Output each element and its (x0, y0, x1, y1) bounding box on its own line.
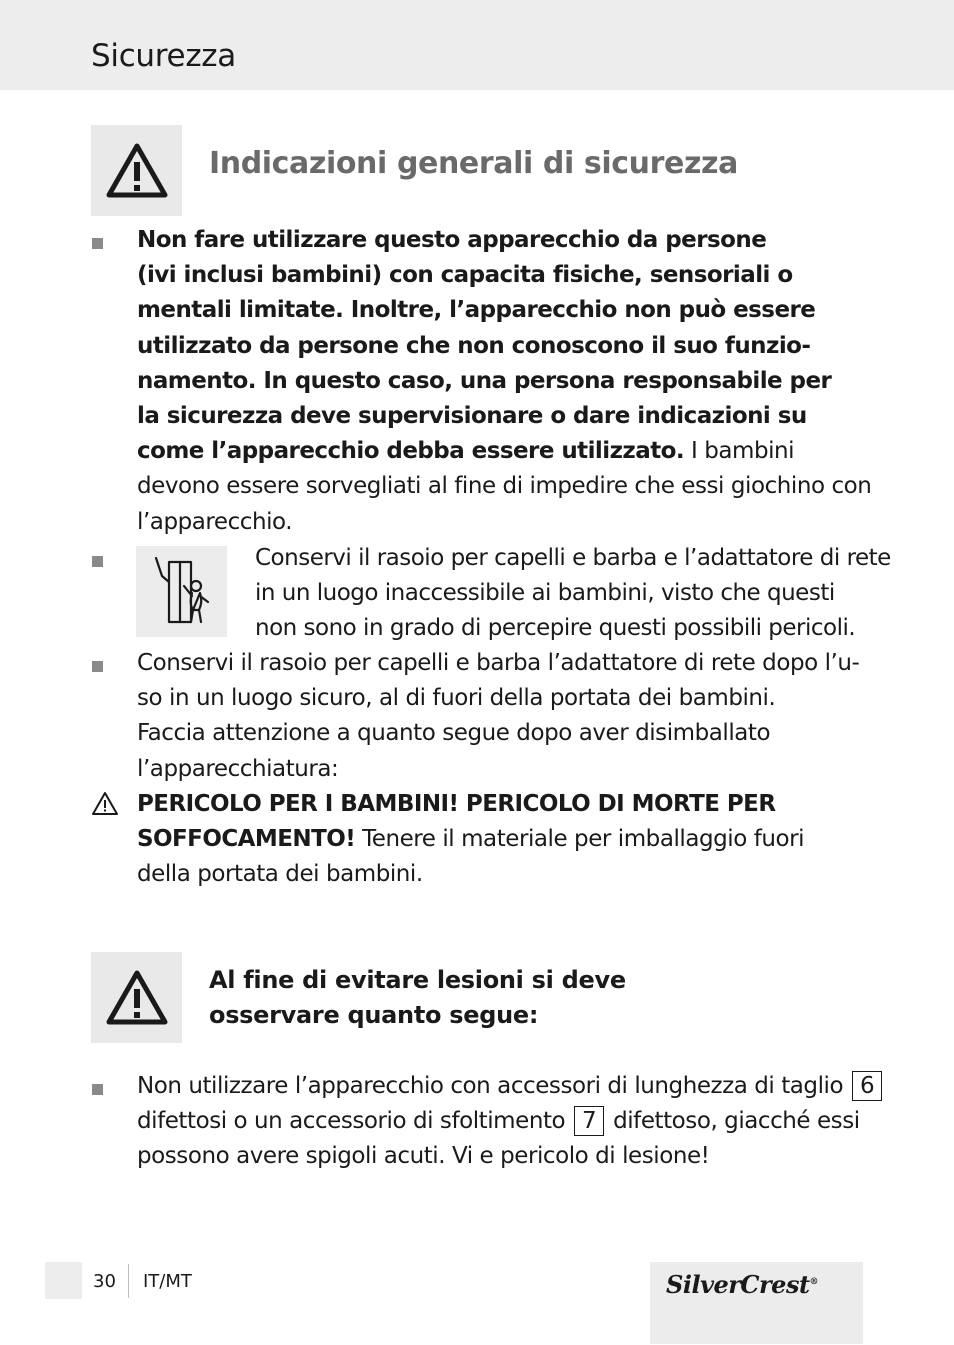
text-line (137, 1104, 867, 1139)
child-safety-icon (136, 546, 227, 637)
registered-mark: ® (809, 1277, 819, 1287)
danger-warning (137, 787, 867, 893)
warning-icon-box (91, 125, 182, 216)
bullet-marker (92, 238, 103, 249)
text-line: in un luogo inaccessibile ai bambini, visto che questi (255, 580, 835, 607)
bold-line: utilizzato da persone che non conoscono il suo funzio- (137, 332, 811, 359)
safety-paragraph-3 (137, 646, 867, 787)
text-line (137, 1069, 875, 1104)
footer-marker (45, 1262, 82, 1299)
safety-paragraph-2 (255, 541, 891, 647)
bold-line: Non fare utilizzare questo apparecchio da persone (137, 227, 767, 253)
page-title: Sicurezza (91, 38, 236, 74)
bold-line: PERICOLO PER I BAMBINI! PERICOLO DI MORTE PER (137, 791, 776, 817)
heading-line: osservare quanto segue: (209, 1001, 539, 1029)
part-reference: 6 (852, 1071, 882, 1101)
part-reference: 7 (574, 1106, 604, 1136)
heading-line: Al fine di evitare lesioni si deve (209, 966, 626, 994)
text-line: possono avere spigoli acuti. Vi e pericolo di lesione! (137, 1143, 710, 1170)
text-line: non sono in grado di percepire questi possibili pericoli. (255, 615, 856, 642)
section-heading: Indicazioni generali di sicurezza (209, 146, 738, 181)
footer-divider (128, 1264, 129, 1298)
bullet-marker (92, 556, 103, 567)
warning-triangle-icon (91, 791, 119, 817)
brand-name: SilverCrest (666, 1270, 810, 1299)
text-line: della portata dei bambini. (137, 861, 423, 888)
normal-text: difettosi o un accessorio di sfoltimento (137, 1108, 566, 1135)
warning-triangle-icon (105, 142, 169, 200)
text-line: Conservi il rasoio per capelli e barba e l’adattatore di rete (255, 545, 891, 571)
child-safety-icon-box (136, 546, 227, 637)
safety-paragraph-1 (137, 223, 872, 540)
bold-line: mentali limitate. Inoltre, l’apparecchio non può essere (137, 297, 816, 324)
bold-line: namento. In questo caso, una persona responsabile per (137, 367, 832, 394)
mixed-line (137, 434, 867, 469)
text-line: Conservi il rasoio per capelli e barba l’adattatore di rete dopo l’u- (137, 650, 860, 676)
bullet-marker (92, 661, 103, 672)
normal-text: I bambini (691, 438, 795, 465)
bold-text: come l’apparecchio debba essere utilizzato. (137, 438, 685, 465)
text-line: Faccia attenzione a quanto segue dopo aver disimballato (137, 720, 771, 747)
bold-text: SOFFOCAMENTO! (137, 826, 356, 853)
page-number: 30 (93, 1271, 116, 1292)
normal-text: Tenere il materiale per imballaggio fuori (362, 826, 805, 853)
text-line: l’apparecchio. (137, 508, 293, 535)
text-line: so in un luogo sicuro, al di fuori della portata dei bambini. (137, 685, 776, 712)
warning-icon-box (91, 952, 182, 1043)
text-line: devono essere sorvegliati al fine di impedire che essi giochino con (137, 473, 872, 500)
language-code: IT/MT (143, 1271, 192, 1292)
bold-line: la sicurezza deve supervisionare o dare indicazioni su (137, 403, 807, 430)
warning-triangle-icon (105, 969, 169, 1027)
bold-line: (ivi inclusi bambini) con capacita fisiche, sensoriali o (137, 262, 793, 289)
injury-heading (209, 963, 626, 1033)
normal-text: Non utilizzare l’apparecchio con accessori di lunghezza di taglio (137, 1073, 844, 1099)
safety-paragraph-4 (137, 1069, 875, 1175)
bullet-marker (92, 1084, 103, 1095)
normal-text: difettoso, giacché essi (613, 1108, 860, 1135)
brand-logo (666, 1270, 818, 1299)
mixed-line (137, 822, 867, 857)
text-line: l’apparecchiatura: (137, 755, 339, 782)
